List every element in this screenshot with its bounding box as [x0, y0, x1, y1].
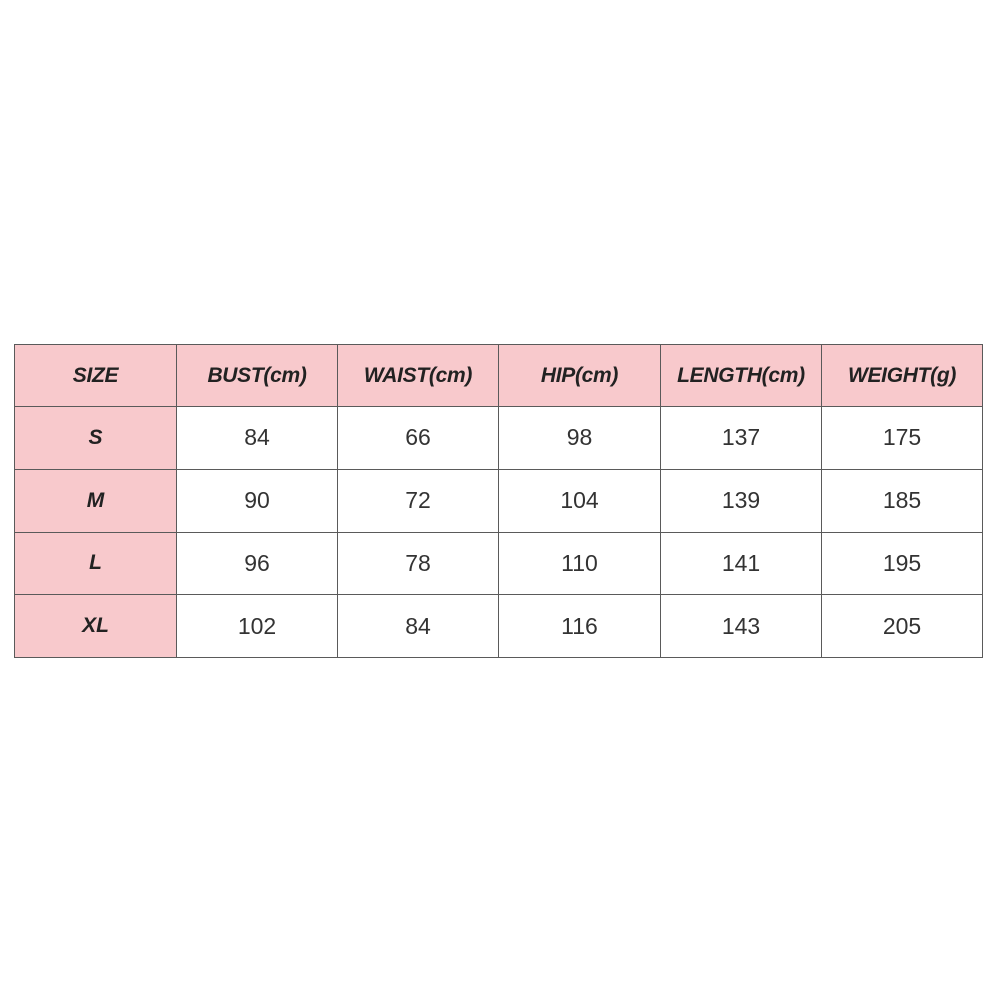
waist-value: 66	[338, 407, 499, 470]
header-weight: WEIGHT(g)	[822, 345, 983, 407]
length-value: 141	[661, 532, 822, 595]
size-chart-table	[14, 344, 983, 658]
weight-value: 205	[822, 595, 983, 658]
bust-value: 90	[177, 469, 338, 532]
header-bust: BUST(cm)	[177, 345, 338, 407]
waist-value: 84	[338, 595, 499, 658]
table-row	[15, 532, 983, 595]
size-label: M	[15, 469, 177, 532]
weight-value: 195	[822, 532, 983, 595]
waist-value: 78	[338, 532, 499, 595]
table-header-row	[15, 345, 983, 407]
header-size: SIZE	[15, 345, 177, 407]
hip-value: 98	[499, 407, 661, 470]
bust-value: 96	[177, 532, 338, 595]
bust-value: 102	[177, 595, 338, 658]
hip-value: 110	[499, 532, 661, 595]
header-length: LENGTH(cm)	[661, 345, 822, 407]
weight-value: 185	[822, 469, 983, 532]
header-waist: WAIST(cm)	[338, 345, 499, 407]
weight-value: 175	[822, 407, 983, 470]
length-value: 137	[661, 407, 822, 470]
length-value: 143	[661, 595, 822, 658]
size-label: L	[15, 532, 177, 595]
hip-value: 116	[499, 595, 661, 658]
header-hip: HIP(cm)	[499, 345, 661, 407]
table-row	[15, 469, 983, 532]
length-value: 139	[661, 469, 822, 532]
table-row	[15, 407, 983, 470]
bust-value: 84	[177, 407, 338, 470]
hip-value: 104	[499, 469, 661, 532]
table-row	[15, 595, 983, 658]
size-label: XL	[15, 595, 177, 658]
waist-value: 72	[338, 469, 499, 532]
size-label: S	[15, 407, 177, 470]
